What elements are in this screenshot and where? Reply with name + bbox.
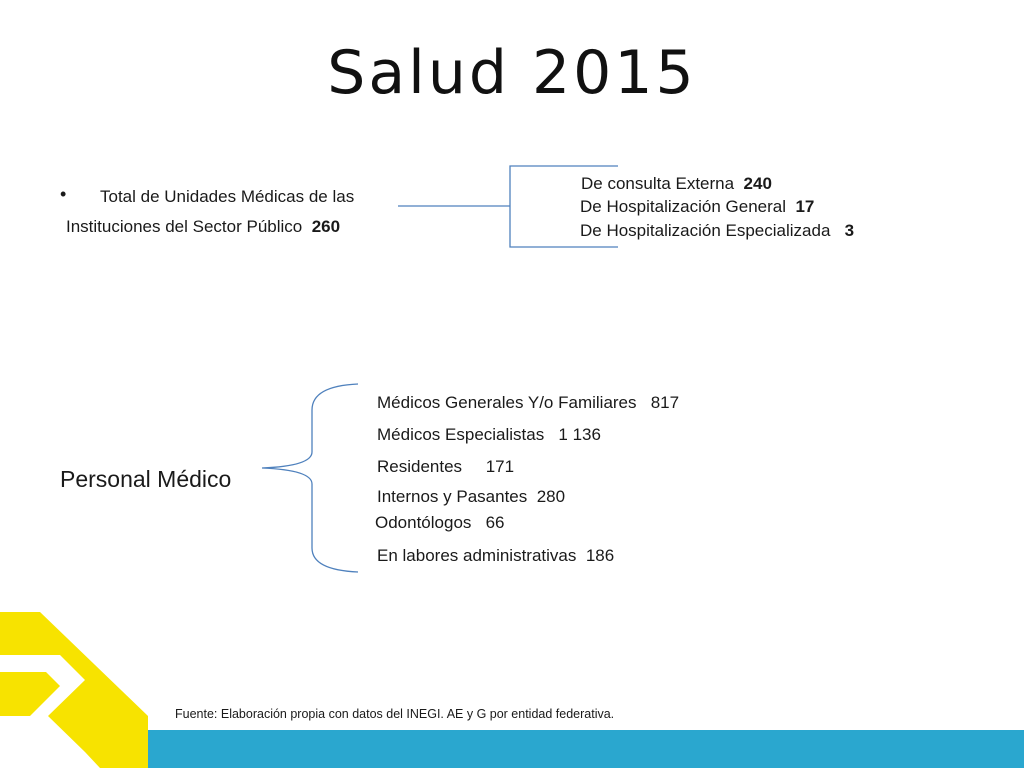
units-label-line1: Total de Unidades Médicas de las	[100, 187, 355, 206]
personal-item: Internos y Pasantes 280	[377, 487, 566, 506]
logo-shape	[0, 612, 148, 768]
units-total: 260	[311, 217, 341, 236]
personal-item: Médicos Generales Y/o Familiares 817	[377, 393, 680, 412]
unit-item: De Hospitalización Especializada 3	[580, 221, 855, 240]
personal-item: Residentes 171	[377, 457, 515, 476]
unit-item: De Hospitalización General 17	[580, 197, 815, 216]
footer-band	[140, 730, 1024, 768]
units-label-line2	[66, 217, 340, 237]
personal-medico-label: Personal Médico	[60, 466, 232, 492]
source-footnote: Fuente: Elaboración propia con datos del INEGI. AE y G por entidad federativa.	[175, 707, 615, 721]
slide-title: Salud 2015	[327, 38, 697, 108]
personal-brace	[262, 384, 358, 572]
unit-item: De consulta Externa 240	[581, 174, 772, 193]
units-label-text: Instituciones del Sector Público	[66, 217, 303, 236]
personal-item: En labores administrativas 186	[377, 546, 615, 565]
personal-item: Odontólogos 66	[375, 513, 505, 532]
personal-item: Médicos Especialistas 1 136	[377, 425, 601, 444]
bullet-icon: •	[60, 184, 67, 204]
